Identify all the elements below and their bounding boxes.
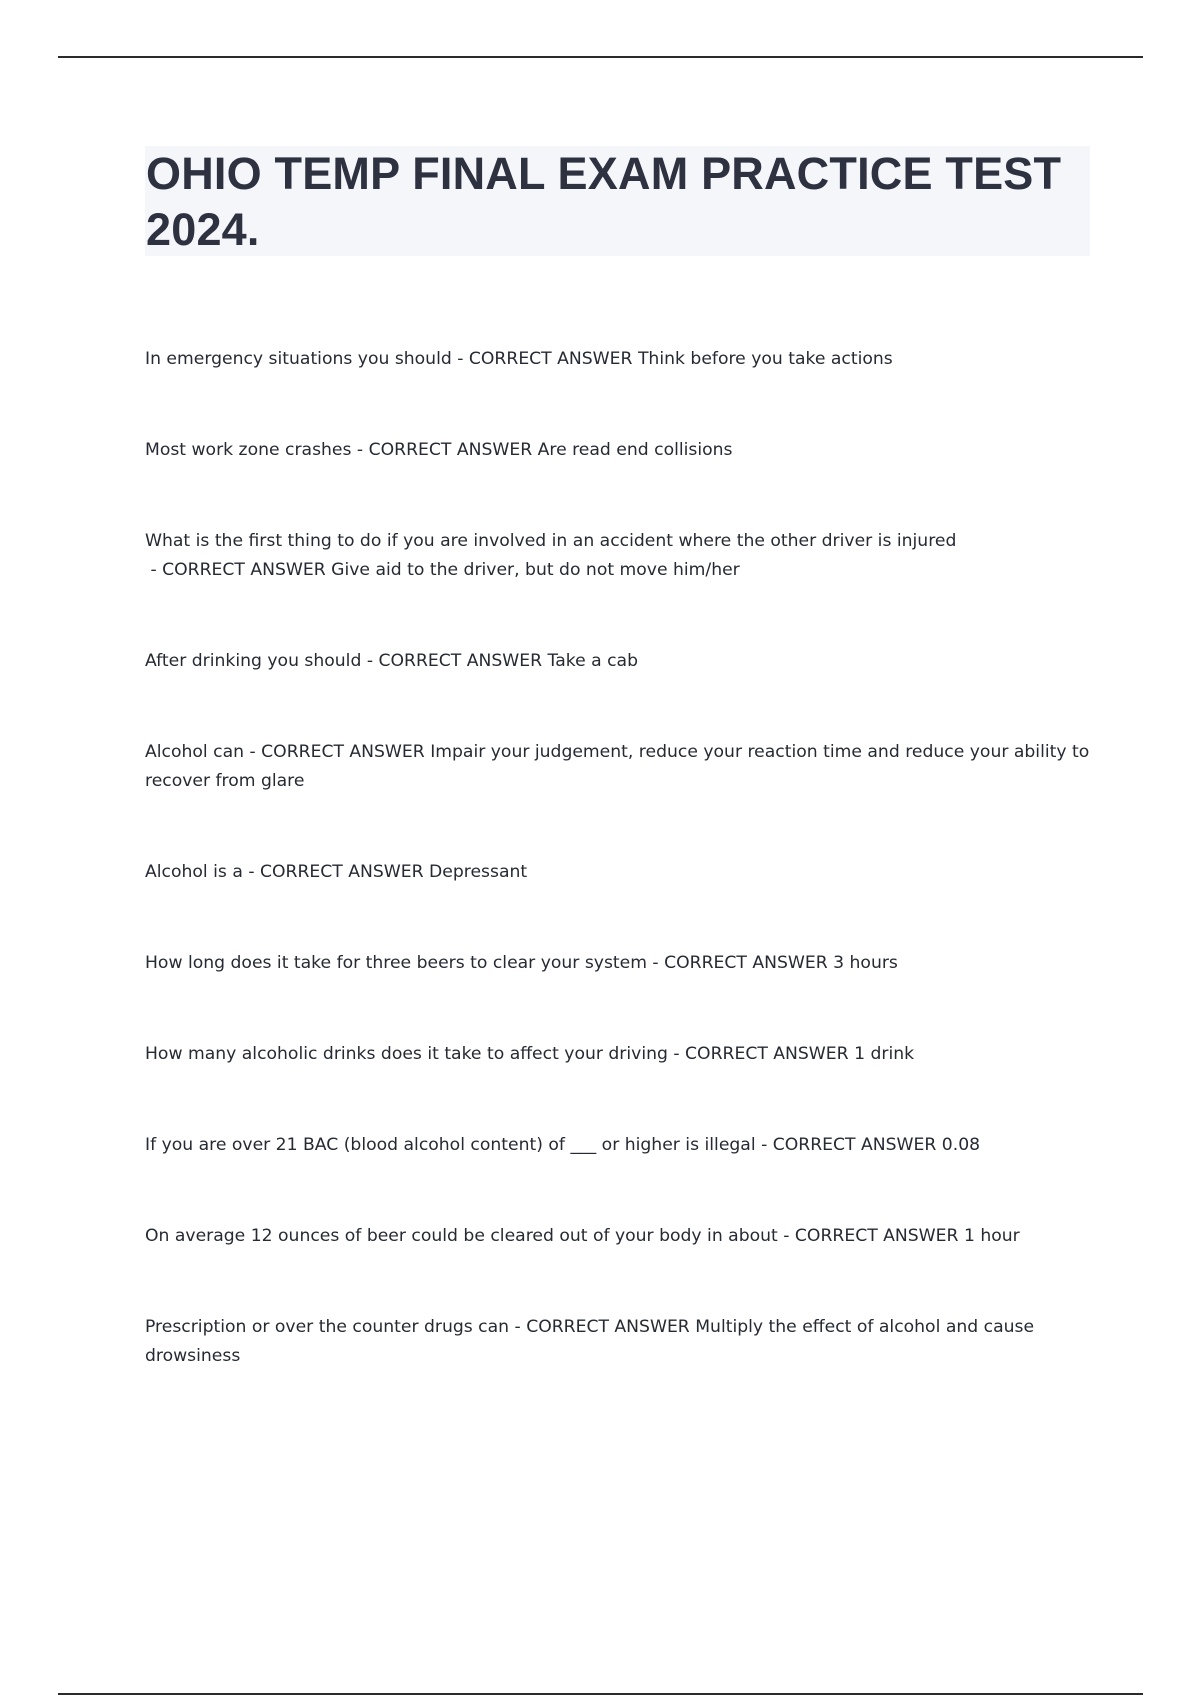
answer-text: Give aid to the driver, but do not move him/her bbox=[331, 560, 740, 580]
question-text: After drinking you should bbox=[145, 651, 362, 671]
correct-answer-tag: CORRECT ANSWER bbox=[772, 1135, 937, 1155]
question-text: Prescription or over the counter drugs can bbox=[145, 1317, 510, 1337]
correct-answer-tag: CORRECT ANSWER bbox=[685, 1044, 849, 1064]
qa-item: What is the first thing to do if you are involved in an accident where the other driver is injured - CORRECT ANSWER Give aid to the driver, but do not move him/her bbox=[145, 531, 957, 580]
correct-answer-tag: CORRECT ANSWER bbox=[162, 560, 326, 580]
answer-text: Multiply the effect of alcohol and cause drowsiness bbox=[145, 1317, 1035, 1366]
qa-item: How long does it take for three beers to clear your system - CORRECT ANSWER 3 hours bbox=[145, 953, 898, 973]
correct-answer-tag: CORRECT ANSWER bbox=[260, 862, 424, 882]
qa-item: If you are over 21 BAC (blood alcohol content) of ___ or higher is illegal - CORRECT ANSWER 0.08 bbox=[145, 1135, 981, 1155]
qa-item: Most work zone crashes - CORRECT ANSWER Are read end collisions bbox=[145, 440, 733, 460]
answer-text: Think before you take actions bbox=[637, 349, 893, 369]
question-text: How long does it take for three beers to clear your system bbox=[145, 953, 647, 973]
answer-text: Depressant bbox=[429, 862, 528, 882]
question-text: In emergency situations you should bbox=[145, 349, 452, 369]
correct-answer-tag: CORRECT ANSWER bbox=[526, 1317, 690, 1337]
qa-item: How many alcoholic drinks does it take to affect your driving - CORRECT ANSWER 1 drink bbox=[145, 1044, 915, 1064]
qa-item: On average 12 ounces of beer could be cleared out of your body in about - CORRECT ANSWER 1 hour bbox=[145, 1226, 1020, 1246]
question-text: Alcohol is a bbox=[145, 862, 243, 882]
document-title: OHIO TEMP FINAL EXAM PRACTICE TEST 2024. bbox=[146, 148, 1062, 255]
correct-answer-tag: CORRECT ANSWER bbox=[468, 349, 633, 369]
answer-text: 1 drink bbox=[854, 1044, 915, 1064]
question-text: Alcohol can bbox=[145, 742, 245, 762]
answer-text: 1 hour bbox=[963, 1226, 1020, 1246]
answer-text: Are read end collisions bbox=[537, 440, 733, 460]
question-text: If you are over 21 BAC (blood alcohol content) of ___ or higher is illegal bbox=[145, 1135, 756, 1155]
answer-text: 3 hours bbox=[833, 953, 898, 973]
question-text: On average 12 ounces of beer could be cleared out of your body in about bbox=[145, 1226, 778, 1246]
bottom-rule bbox=[58, 1693, 1143, 1695]
answer-text: 0.08 bbox=[941, 1135, 981, 1155]
correct-answer-tag: CORRECT ANSWER bbox=[794, 1226, 959, 1246]
correct-answer-tag: CORRECT ANSWER bbox=[378, 651, 543, 671]
qa-item: Alcohol is a - CORRECT ANSWER Depressant bbox=[145, 862, 528, 882]
answer-text: Take a cab bbox=[547, 651, 638, 671]
title-banner bbox=[145, 146, 1090, 256]
answer-text: Impair your judgement, reduce your reaction time and reduce your ability to recover from glare bbox=[145, 742, 1090, 791]
correct-answer-tag: CORRECT ANSWER bbox=[261, 742, 425, 762]
qa-list bbox=[145, 345, 1100, 1433]
question-text: Most work zone crashes bbox=[145, 440, 352, 460]
question-text: How many alcoholic drinks does it take to affect your driving bbox=[145, 1044, 668, 1064]
qa-item: Prescription or over the counter drugs can - CORRECT ANSWER Multiply the effect of alcohol and cause drowsiness bbox=[145, 1317, 1035, 1366]
qa-item: After drinking you should - CORRECT ANSWER Take a cab bbox=[145, 651, 638, 671]
correct-answer-tag: CORRECT ANSWER bbox=[664, 953, 828, 973]
qa-item: Alcohol can - CORRECT ANSWER Impair your judgement, reduce your reaction time and reduce your ability to recover from glare bbox=[145, 742, 1090, 791]
top-rule bbox=[58, 56, 1143, 58]
correct-answer-tag: CORRECT ANSWER bbox=[368, 440, 533, 460]
question-text: What is the first thing to do if you are involved in an accident where the other driver is injured bbox=[145, 531, 957, 551]
qa-item: In emergency situations you should - CORRECT ANSWER Think before you take actions bbox=[145, 349, 893, 369]
